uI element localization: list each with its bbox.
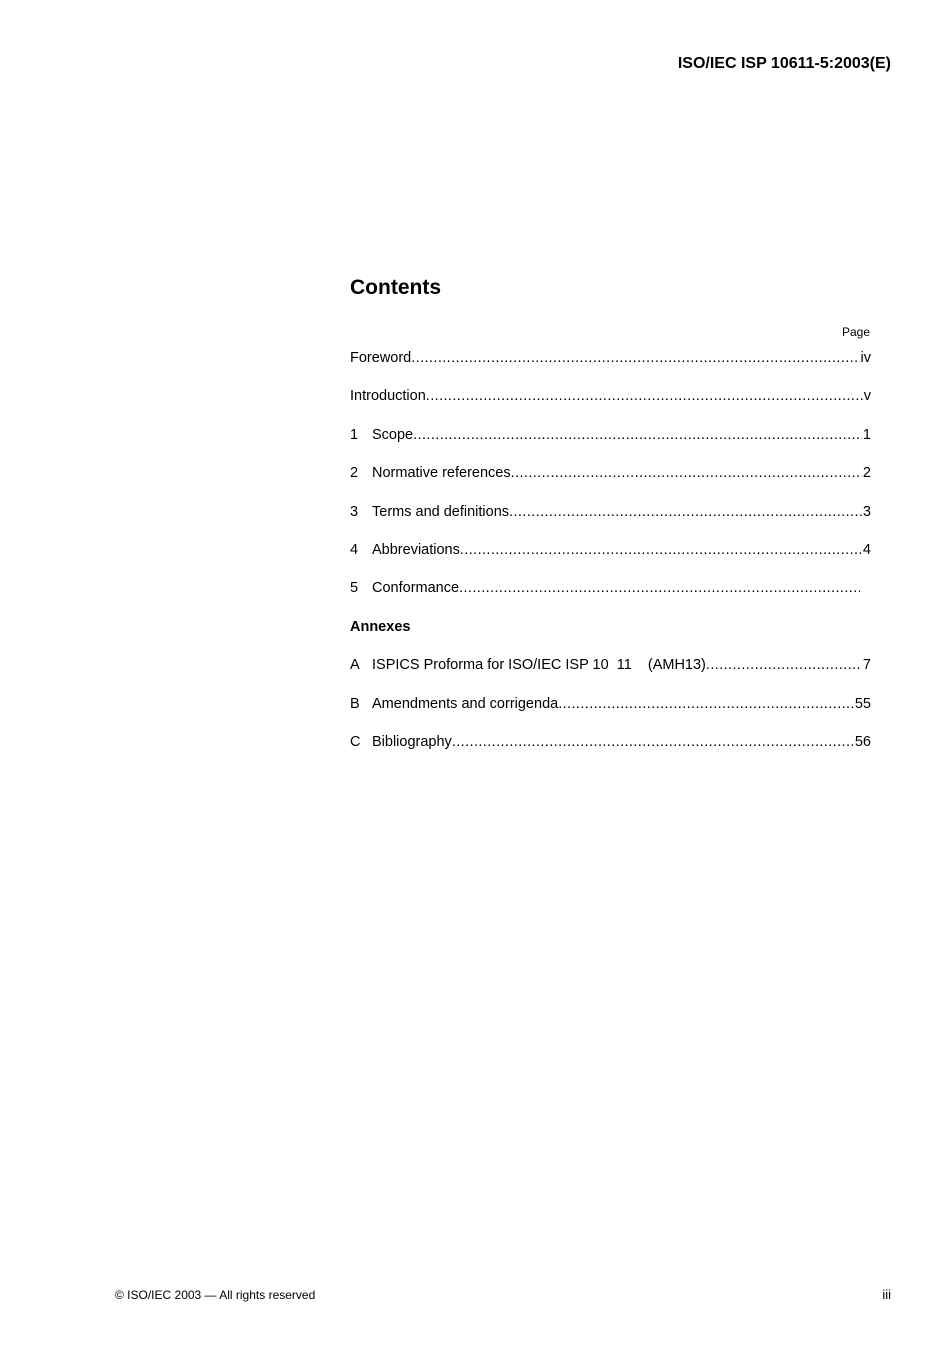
toc-entry-page: 7	[862, 657, 871, 674]
toc-entry-number: 3	[350, 503, 359, 520]
toc-entry-normative-references[interactable]	[350, 463, 871, 501]
toc-entry-conformance[interactable]	[350, 578, 871, 616]
toc-entry-label: Bibliography	[372, 733, 452, 750]
page-column-label: Page	[841, 325, 870, 339]
toc-entry-label: Scope	[372, 426, 414, 443]
toc-entry-page: v	[863, 388, 871, 405]
toc-entry-introduction[interactable]	[350, 386, 871, 424]
toc-entry-page: 56	[854, 733, 871, 750]
toc-annex-letter: A	[350, 657, 360, 674]
toc-entry-foreword[interactable]	[350, 348, 871, 386]
toc-entry-number: 2	[350, 465, 359, 482]
toc-entry-number: 1	[350, 426, 359, 443]
document-id: ISO/IEC ISP 10611-5:2003(E)	[677, 55, 891, 72]
toc-annex-a[interactable]	[350, 655, 871, 693]
toc-entry-label: Foreword	[350, 350, 412, 366]
toc-entry-page: iv	[860, 350, 871, 366]
toc-entry-label: Conformance	[372, 580, 460, 597]
contents-title: Contents	[350, 276, 441, 299]
dot-leader	[460, 540, 862, 560]
dot-leader	[558, 694, 854, 714]
toc-entry-terms-and-definitions[interactable]	[350, 502, 871, 540]
dot-leader	[459, 578, 860, 598]
dot-leader	[511, 463, 862, 483]
toc-entry-page: 2	[862, 465, 871, 482]
toc-entry-number: 5	[350, 580, 359, 597]
copyright-notice: © ISO/IEC 2003 — All rights reserved	[115, 1288, 316, 1302]
toc-annex-b[interactable]	[350, 694, 871, 732]
table-of-contents	[350, 272, 871, 770]
dot-leader	[509, 502, 862, 522]
toc-entry-number: 4	[350, 541, 359, 558]
annexes-heading: Annexes	[350, 618, 411, 635]
toc-entry-label: Abbreviations	[372, 541, 460, 558]
toc-entry-label: ISPICS Proforma for ISO/IEC ISP 10 11 (AMH13)	[372, 657, 706, 674]
toc-entry-label: Terms and definitions	[372, 503, 510, 520]
toc-entry-scope[interactable]	[350, 425, 871, 463]
dot-leader	[706, 655, 862, 675]
toc-entry-page: 1	[862, 426, 871, 443]
toc-entry-page: 55	[854, 695, 871, 712]
toc-annex-letter: C	[350, 733, 361, 750]
toc-entry-label: Introduction	[350, 388, 426, 405]
toc-annex-letter: B	[350, 695, 360, 712]
toc-entry-page: 3	[862, 503, 871, 520]
toc-entry-abbreviations[interactable]	[350, 540, 871, 578]
toc-annex-c[interactable]	[350, 732, 871, 770]
dot-leader	[426, 386, 863, 406]
dot-leader	[452, 732, 854, 752]
toc-entry-label: Normative references	[372, 465, 511, 482]
page-number: iii	[882, 1287, 891, 1302]
toc-entry-page: 4	[862, 541, 871, 558]
dot-leader	[413, 425, 862, 445]
toc-entry-label: Amendments and corrigenda	[372, 695, 559, 712]
dot-leader	[411, 348, 859, 368]
